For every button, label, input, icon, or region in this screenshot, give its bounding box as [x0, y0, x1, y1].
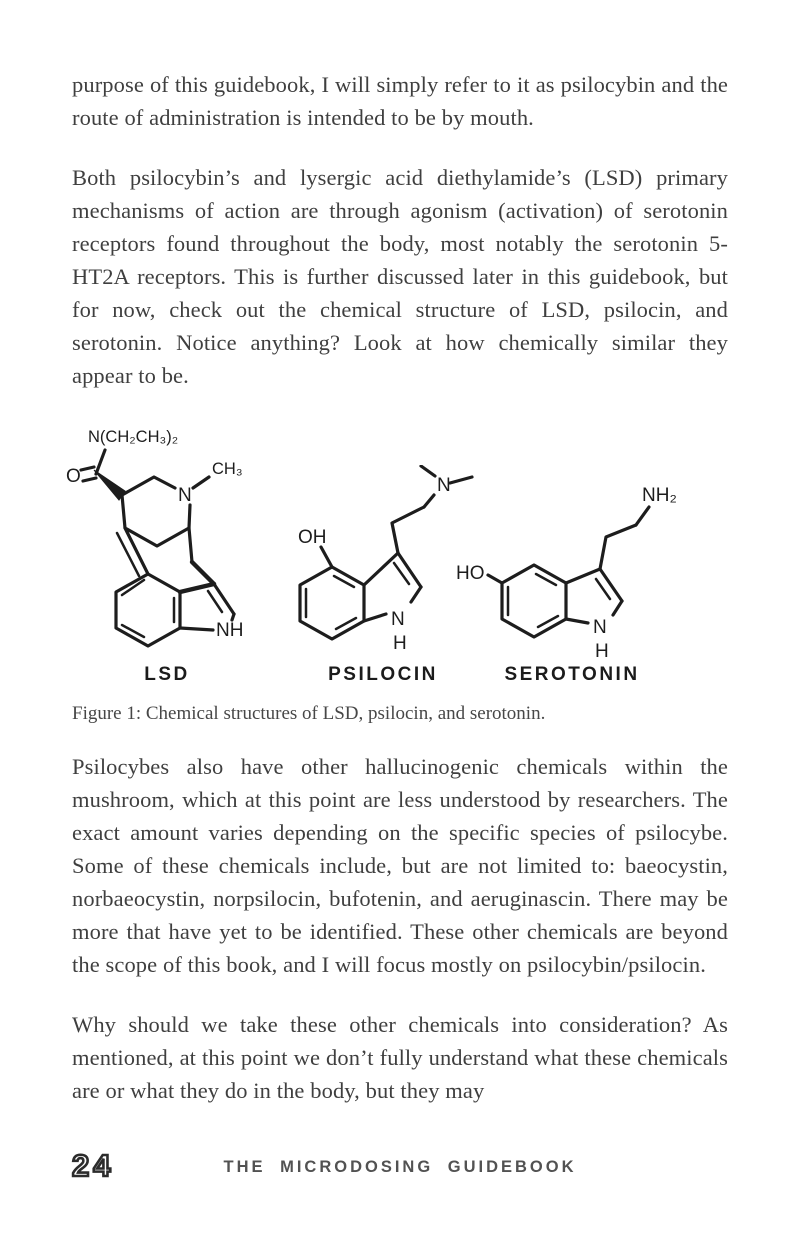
lsd-nh-label: NH: [216, 620, 244, 641]
paragraph-3: Psilocybes also have other hallucinogenic chemicals within the mushroom, which at this point are less understood by researchers. The exact amount varies depending on the specific species of psilocybe. Some of these chemicals include, but are not limited to: baeocystin, norbaeocystin, norpsilocin, bufotenin, and aeruginascin. There may be more that have yet to be identified. These other chemicals are beyond the scope of this book, and I will focus mostly on psilocybin/psilocin.: [72, 754, 728, 977]
serotonin-hydroxyl-label: HO: [456, 563, 485, 584]
lsd-structure-drawing: [64, 424, 270, 664]
paragraph-1: purpose of this guidebook, I will simply refer to it as psilocybin and the route of administration is intended to be by mouth.: [72, 72, 728, 130]
paragraph-4: Why should we take these other chemicals into consideration? As mentioned, at this point we don’t fully understand what these chemicals are or what they do in the body, but they may: [72, 1012, 728, 1103]
serotonin-name-label: SEROTONIN: [504, 664, 640, 685]
lsd-ring-nitrogen-label: N: [178, 485, 192, 506]
psilocin-hydroxyl-label: OH: [298, 527, 327, 548]
psilocin-ring-h-label: H: [393, 633, 407, 654]
serotonin-amine-label: NH₂: [642, 485, 677, 506]
lsd-amide-label: N(CH₂CH₃)₂: [88, 428, 179, 446]
serotonin-ring-h-label: H: [595, 641, 609, 662]
figure-caption: Figure 1: Chemical structures of LSD, psilocin, and serotonin.: [72, 703, 546, 724]
psilocin-name-label: PSILOCIN: [328, 664, 438, 685]
lsd-methyl-label: CH₃: [212, 460, 243, 478]
figure-1-chemical-structures: [66, 422, 728, 694]
page-footer: [72, 1148, 728, 1192]
serotonin-ring-nitrogen-label: N: [593, 617, 607, 638]
lsd-oxygen-label: O: [66, 466, 81, 487]
running-title: THE MICRODOSING GUIDEBOOK: [223, 1158, 577, 1176]
serotonin-structure-drawing: [452, 479, 692, 674]
paragraph-2: Both psilocybin’s and lysergic acid diethylamide’s (LSD) primary mechanisms of action are through agonism (activation) of serotonin receptors found throughout the body, most notably the serotonin 5-HT2A receptors. This is further discussed later in this guidebook, but for now, check out the chemical structure of LSD, psilocin, and serotonin. Notice anything? Look at how chemically similar they appear to be.: [72, 165, 728, 388]
lsd-name-label: LSD: [144, 664, 190, 685]
psilocin-chain-nitrogen-label: N: [437, 475, 451, 496]
psilocin-structure-drawing: [288, 465, 478, 665]
psilocin-ring-nitrogen-label: N: [391, 609, 405, 630]
page-number: 24: [72, 1148, 115, 1183]
